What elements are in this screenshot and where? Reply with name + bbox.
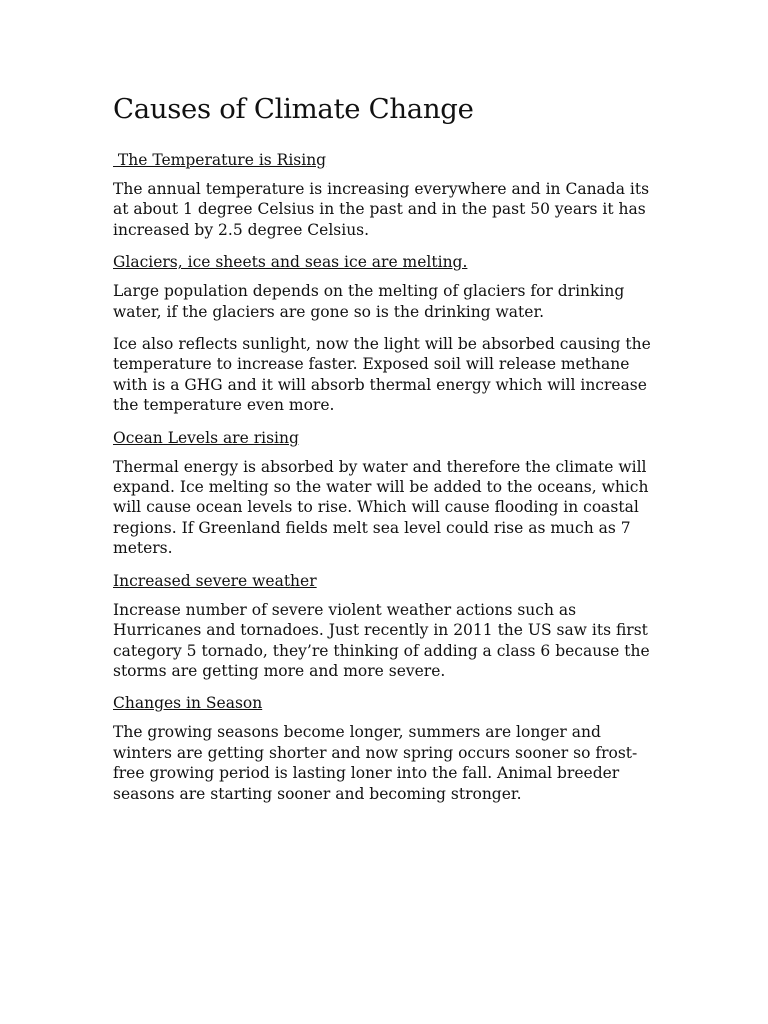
paragraph: Large population depends on the melting of glaciers for drinking water, if the glaciers are gone so is the drinking water.: [113, 282, 625, 321]
paragraph: The annual temperature is increasing everywhere and in Canada its at about 1 degree Celsius in the past and in the past 50 years it has increased by 2.5 degree Celsius.: [113, 180, 650, 239]
paragraph: The growing seasons become longer, summers are longer and winters are getting shorter and now spring occurs sooner so frost-free growing period is lasting loner into the fall. Animal breeder seasons are starting sooner and becoming stronger.: [113, 723, 638, 803]
section-ocean-levels: [113, 428, 658, 559]
section-heading: Changes in Season: [113, 694, 263, 713]
paragraph: Thermal energy is absorbed by water and therefore the climate will expand. Ice melting so the water will be added to the oceans, which will cause ocean levels to rise. Which will cause flooding in coastal regions. If Greenland fields melt sea level could rise as much as 7 meters.: [113, 457, 649, 558]
section-severe-weather: [113, 571, 658, 682]
paragraph: Increase number of severe violent weather actions such as Hurricanes and tornadoes. Just recently in 2011 the US saw its first category 5 tornado, they’re thinking of adding a class 6 because the storms are getting more and more severe.: [113, 600, 650, 680]
document-page: [113, 90, 658, 816]
section-heading: Glaciers, ice sheets and seas ice are melting.: [113, 253, 468, 272]
section-heading: The Temperature is Rising: [113, 151, 327, 169]
section-changes-in-season: [113, 693, 658, 804]
section-temperature: [113, 150, 658, 240]
section-heading: Increased severe weather: [113, 571, 317, 590]
section-glaciers: [113, 252, 658, 415]
document-title: Causes of Climate Change: [113, 93, 474, 125]
paragraph: Ice also reflects sunlight, now the light will be absorbed causing the temperature to increase faster. Exposed soil will release methane with is a GHG and it will absorb thermal energy which will increase the temperature even more.: [113, 335, 651, 415]
section-heading: Ocean Levels are rising: [113, 428, 299, 447]
